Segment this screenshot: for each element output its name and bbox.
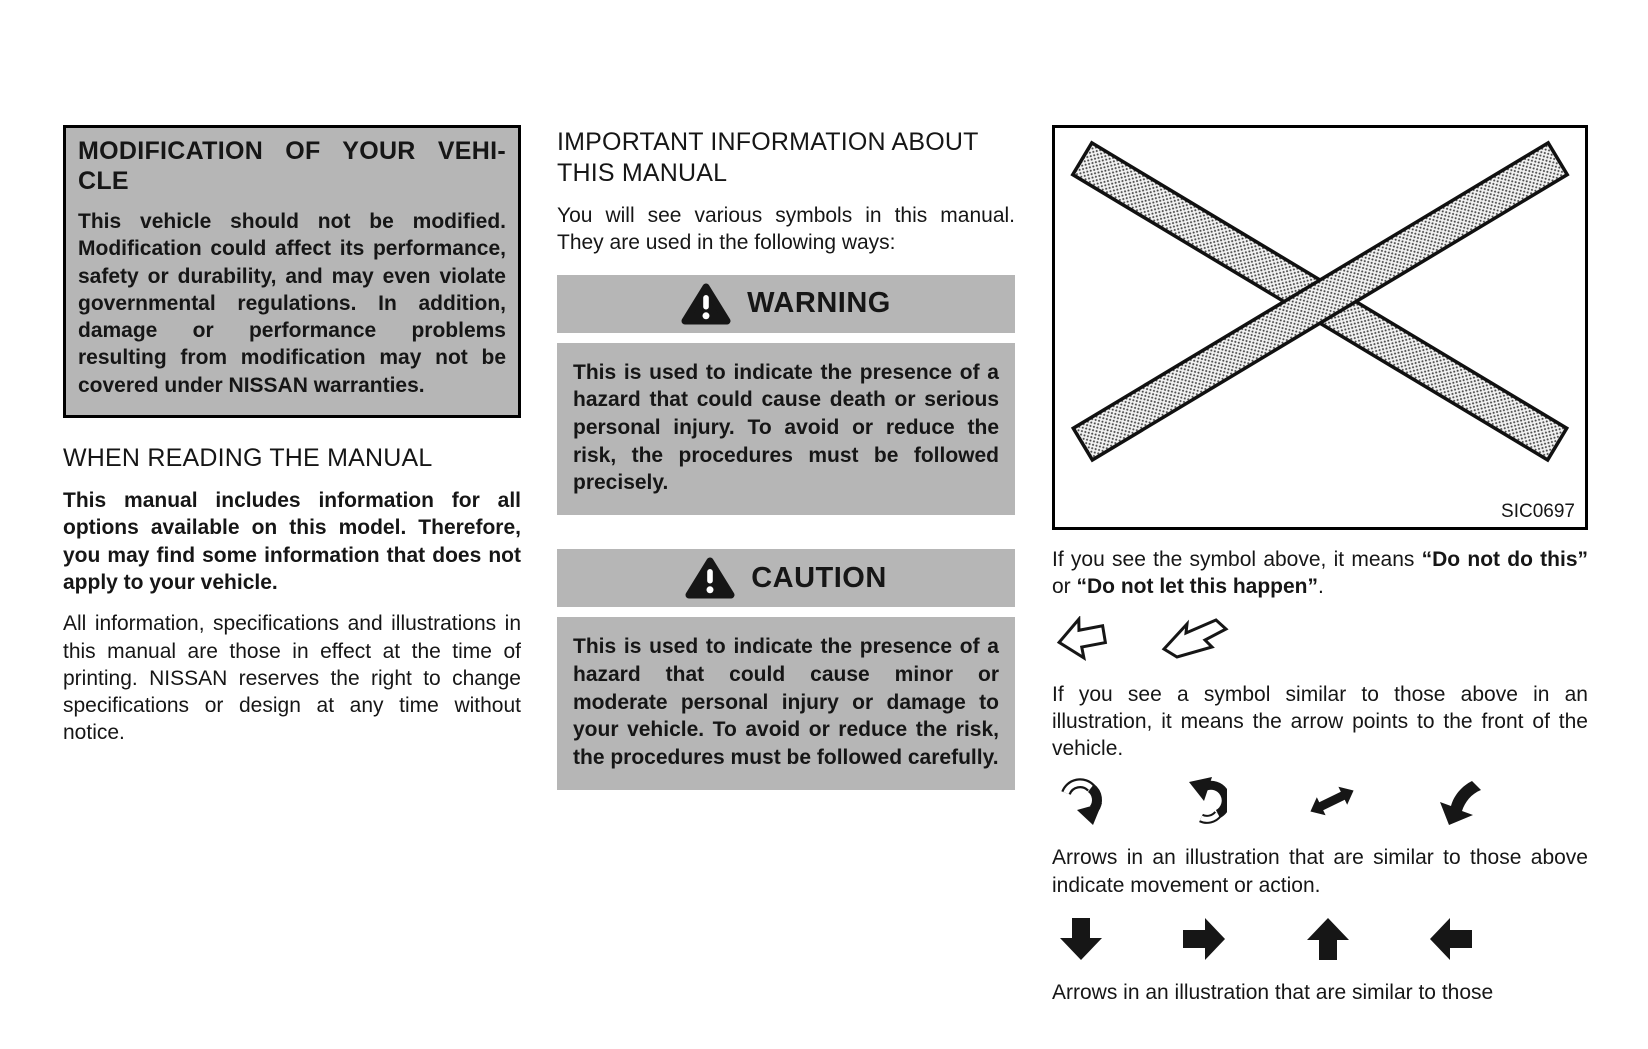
- front-left-outline-arrow-icon: [1056, 616, 1108, 664]
- warning-label: WARNING: [747, 287, 891, 320]
- front-arrow-paragraph: If you see a symbol similar to those above in an illustration, it means the arrow points to the front of the vehicle.: [1052, 682, 1588, 761]
- symbol-para-prefix: If you see the symbol above, it means: [1052, 548, 1422, 571]
- action-arrows-paragraph: Arrows in an illustration that are similar to those: [1052, 981, 1494, 1005]
- figure-caption: SIC0697: [1501, 501, 1575, 522]
- modification-box-title: MODIFICATION OF YOUR VEHI-CLE: [78, 137, 506, 195]
- movement-arrows-paragraph: Arrows in an illustration that are similar to those above indicate movement or action.: [1052, 846, 1588, 897]
- action-arrows-row: [1058, 915, 1474, 963]
- rotate-counterclockwise-arrow-icon: [1185, 774, 1227, 828]
- do-not-x-symbol: [1055, 136, 1585, 466]
- do-not-symbol-figure: [1052, 125, 1588, 530]
- caution-triangle-icon: [685, 556, 735, 600]
- symbol-para-mid: or: [1052, 575, 1077, 599]
- block-arrow-right-icon: [1181, 916, 1227, 962]
- warning-triangle-icon: [681, 282, 731, 326]
- front-direction-arrows-row: [1056, 615, 1588, 665]
- modification-warning-box: [63, 125, 521, 418]
- double-diagonal-arrow-icon: [1307, 778, 1357, 824]
- right-column: [1052, 125, 1588, 1006]
- caution-body-text: This is used to indicate the presence of a hazard that could cause minor or moderate personal injury or damage to your vehicle. To avoid or reduce the risk, the procedures must be followed carefully.: [557, 617, 1015, 790]
- important-info-heading: IMPORTANT INFORMATION ABOUT THIS MANUAL: [557, 128, 979, 187]
- symbol-para-suffix: .: [1318, 575, 1324, 599]
- bent-down-left-arrow-icon: [1438, 775, 1484, 827]
- when-reading-heading: WHEN READING THE MANUAL: [63, 444, 433, 473]
- warning-header-band: [557, 275, 1015, 333]
- warning-body-text: This is used to indicate the presence of a hazard that could cause death or serious personal injury. To avoid or reduce the risk, the procedures must be followed precisely.: [557, 343, 1015, 516]
- symbol-para-bold-1: “Do not do this”: [1421, 548, 1589, 571]
- front-angled-outline-arrow-icon: [1160, 616, 1230, 664]
- modification-box-body: This vehicle should not be modified. Modification could affect its performance, safety or durability, and may even violate governmental regulations. In addition, damage or performance problems resulting from modification may not be covered under NISSAN warranties.: [78, 210, 506, 397]
- left-column: [63, 125, 521, 747]
- rotate-clockwise-arrow-icon: [1056, 775, 1104, 827]
- block-arrow-left-icon: [1428, 916, 1474, 962]
- when-reading-paragraph: All information, specifications and illustrations in this manual are those in effect at the time of printing. NISSAN reserves the right to change specifications or design at any time without notice.: [63, 612, 521, 745]
- caution-header-band: [557, 549, 1015, 607]
- block-arrow-up-icon: [1305, 916, 1351, 962]
- do-not-symbol-paragraph: [1052, 546, 1588, 601]
- block-arrow-down-icon: [1058, 916, 1104, 962]
- movement-arrows-row: [1056, 774, 1484, 828]
- caution-label: CAUTION: [751, 561, 887, 594]
- symbols-intro-paragraph: You will see various symbols in this manual. They are used in the following ways:: [557, 204, 1015, 255]
- when-reading-bold-paragraph: This manual includes information for all options available on this model. Therefore, you may find some information that does not apply to your vehicle.: [63, 489, 521, 594]
- symbol-para-bold-2: “Do not let this happen”: [1076, 575, 1319, 599]
- middle-column: [557, 127, 1015, 790]
